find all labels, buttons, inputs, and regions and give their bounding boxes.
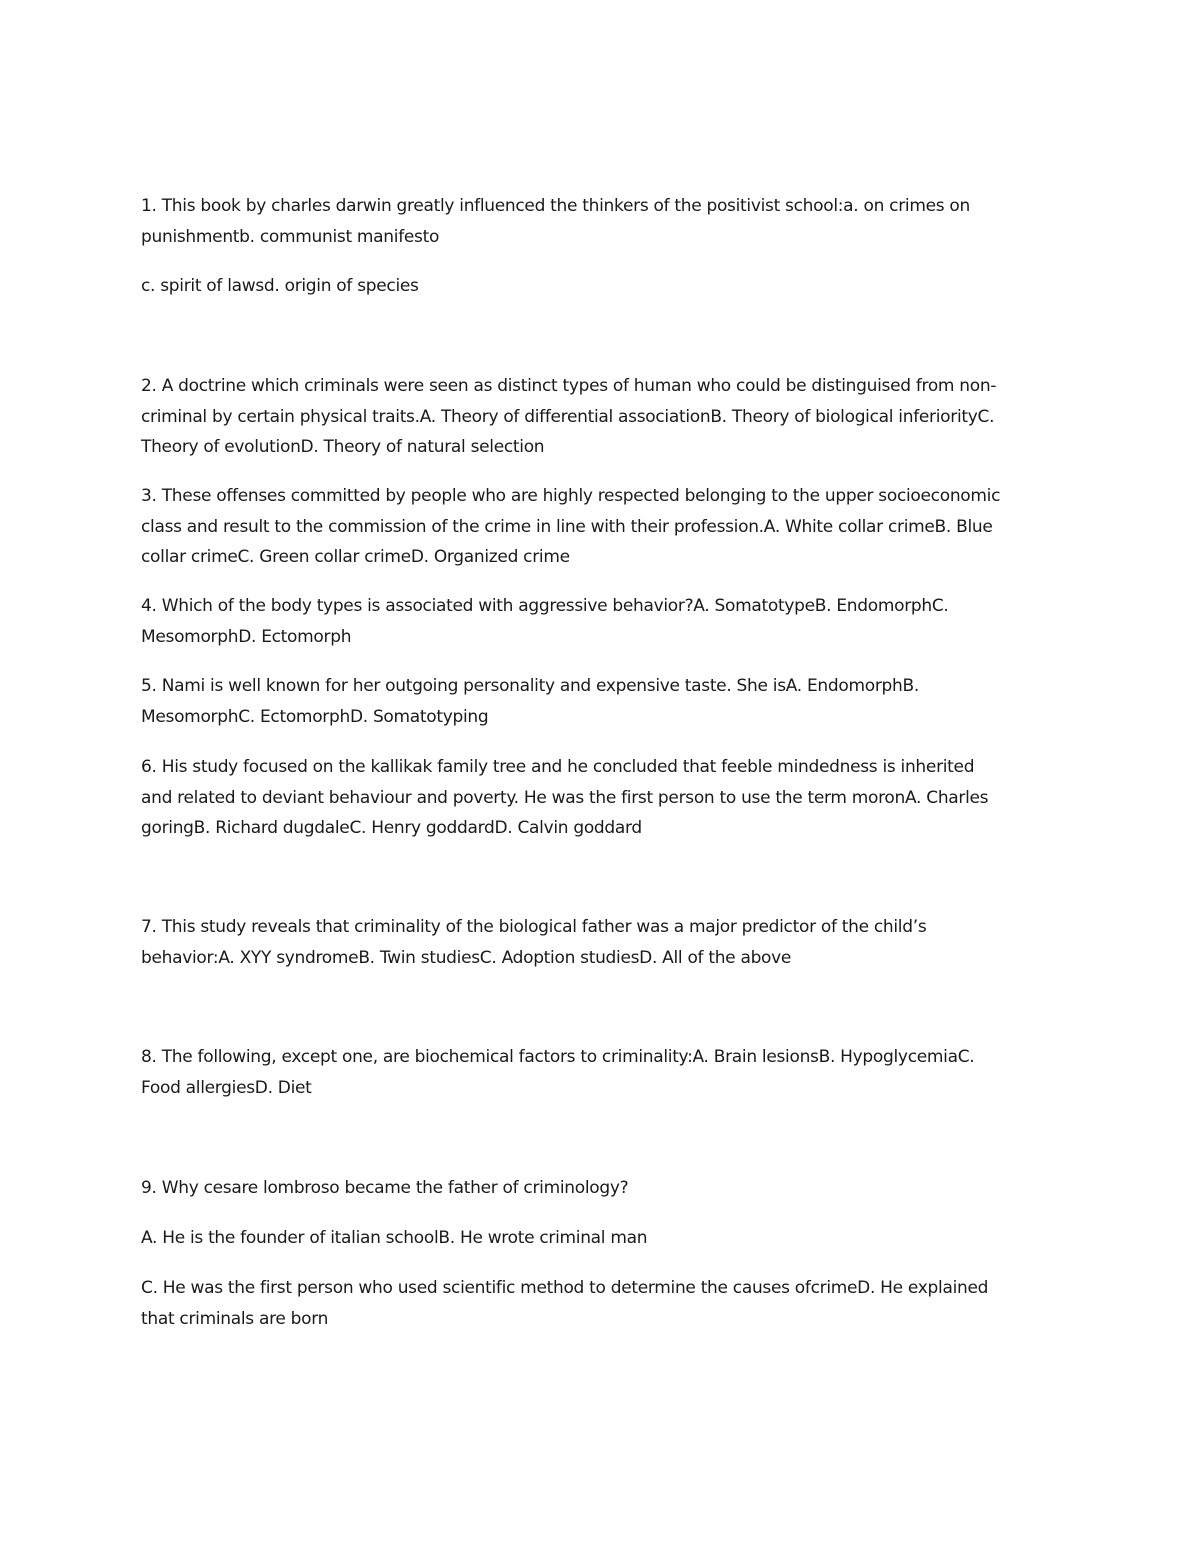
text-line: collar crimeC. Green collar crimeD. Organized crime [141, 547, 570, 567]
text-line: class and result to the commission of the crime in line with their profession.A. White collar crimeB. Blue [141, 516, 993, 537]
text-line: MesomorphC. EctomorphD. Somatotyping [141, 706, 489, 727]
text-line: 8. The following, except one, are biochemical factors to criminality:A. Brain lesionsB. HypoglycemiaC. [141, 1047, 975, 1067]
text-line: 2. A doctrine which criminals were seen as distinct types of human who could be distinguised from non- [141, 376, 997, 396]
text-line: goringB. Richard dugdaleC. Henry goddardD. Calvin goddard [141, 818, 642, 838]
question-7 [141, 912, 1061, 973]
question-9-stem [141, 1173, 1061, 1204]
text-line: Theory of evolutionD. Theory of natural selection [141, 437, 545, 457]
text-line: that criminals are born [141, 1308, 329, 1329]
question-5 [141, 671, 1061, 732]
question-9-options-ab [141, 1223, 1061, 1254]
text-line: punishmentb. communist manifesto [141, 226, 440, 247]
question-9-options-cd [141, 1273, 1061, 1334]
question-1-options [141, 271, 1061, 302]
question-1-stem [141, 191, 1061, 252]
text-line: MesomorphD. Ectomorph [141, 626, 352, 647]
text-line: criminal by certain physical traits.A. Theory of differential associationB. Theory of biological inferiorityC. [141, 406, 995, 427]
text-line: 3. These offenses committed by people who are highly respected belonging to the upper socioeconomic [141, 486, 1001, 506]
text-line: 9. Why cesare lombroso became the father of criminology? [141, 1178, 629, 1198]
text-line: 1. This book by charles darwin greatly influenced the thinkers of the positivist school:a. on crimes on [141, 196, 970, 216]
text-line: 6. His study focused on the kallikak family tree and he concluded that feeble mindedness is inherited [141, 757, 975, 777]
text-line: behavior:A. XYY syndromeB. Twin studiesC. Adoption studiesD. All of the above [141, 947, 792, 968]
question-6 [141, 752, 1061, 844]
question-2 [141, 371, 1061, 463]
text-line: and related to deviant behaviour and poverty. He was the first person to use the term moronA. Charles [141, 787, 989, 808]
text-line: Food allergiesD. Diet [141, 1077, 312, 1098]
text-line: c. spirit of lawsd. origin of species [141, 276, 419, 296]
text-line: 5. Nami is well known for her outgoing personality and expensive taste. She isA. EndomorphB. [141, 676, 919, 696]
question-8 [141, 1042, 1061, 1103]
text-line: 7. This study reveals that criminality of the biological father was a major predictor of the child’s [141, 917, 927, 937]
question-3 [141, 481, 1061, 573]
text-line: C. He was the first person who used scientific method to determine the causes ofcrimeD. He explained [141, 1278, 989, 1298]
text-line: A. He is the founder of italian schoolB. He wrote criminal man [141, 1228, 648, 1248]
question-4 [141, 591, 1061, 652]
text-line: 4. Which of the body types is associated with aggressive behavior?A. SomatotypeB. EndomorphC. [141, 596, 949, 616]
